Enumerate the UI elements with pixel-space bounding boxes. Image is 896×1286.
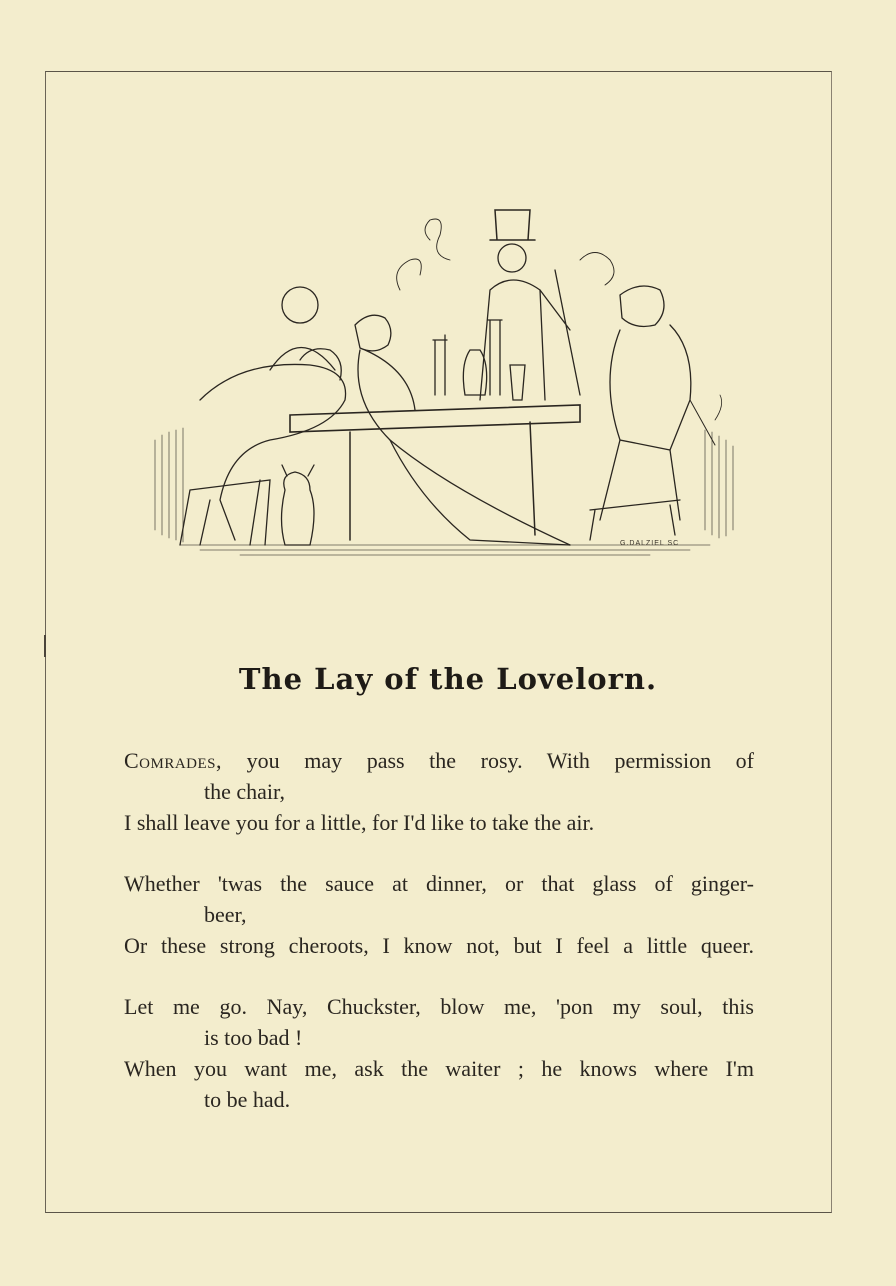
- poem-title: The Lay of the Lovelorn.: [238, 662, 658, 696]
- verse-line-continuation: the chair,: [204, 779, 285, 804]
- poem-body: [124, 745, 754, 1145]
- verse-line-5: Let me go. Nay, Chuckster, blow me, 'pon my soul, this: [124, 994, 754, 1019]
- verse-line-text: you may pass the rosy. With permission of: [222, 748, 754, 773]
- verse-line-continuation: beer,: [204, 902, 247, 927]
- stanza-1: [124, 745, 754, 838]
- page-edge-mark: [44, 635, 46, 657]
- verse-line-4: Or these strong cheroots, I know not, but I feel a little queer.: [124, 933, 754, 958]
- stanza-3: [124, 991, 754, 1115]
- stanza-2: [124, 868, 754, 961]
- verse-first-word: Comrades,: [124, 748, 223, 773]
- verse-line-6: When you want me, ask the waiter ; he knows where I'm: [124, 1056, 754, 1081]
- engraving-illustration: [150, 200, 742, 580]
- verse-line-1: [124, 745, 754, 776]
- verse-line-continuation: to be had.: [204, 1087, 291, 1112]
- engraver-signature: G.DALZIEL SC: [620, 540, 680, 547]
- verse-line-2: I shall leave you for a little, for I'd like to take the air.: [124, 810, 595, 835]
- verse-line-3: Whether 'twas the sauce at dinner, or that glass of ginger-: [124, 871, 754, 896]
- verse-line-continuation: is too bad !: [204, 1025, 303, 1050]
